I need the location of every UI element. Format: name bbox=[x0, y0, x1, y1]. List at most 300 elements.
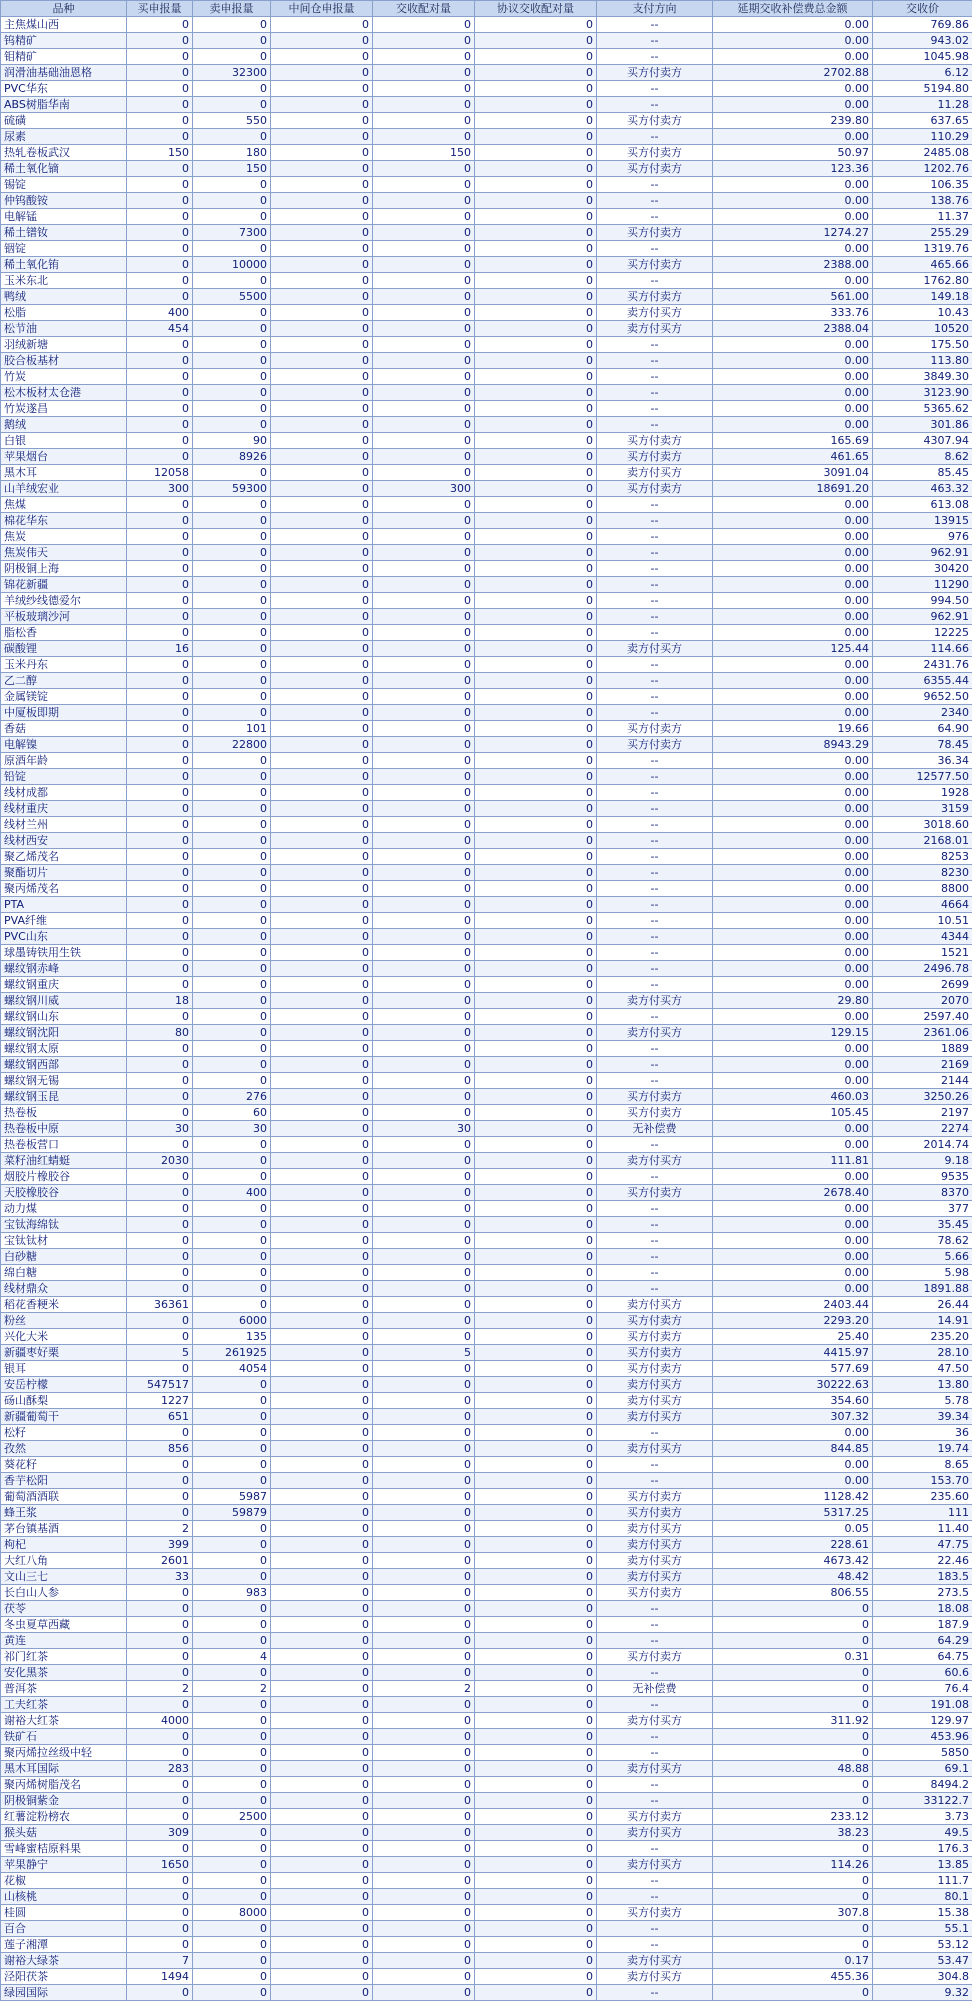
cell-variety: 锡锭 bbox=[1, 177, 127, 193]
cell-mid-qty: 0 bbox=[271, 145, 373, 161]
cell-sell-qty: 0 bbox=[193, 1393, 271, 1409]
cell-sell-qty: 0 bbox=[193, 1057, 271, 1073]
cell-delivery-price: 3849.30 bbox=[873, 369, 972, 385]
cell-sell-qty: 180 bbox=[193, 145, 271, 161]
cell-mid-qty: 0 bbox=[271, 321, 373, 337]
cell-variety: 泾阳茯茶 bbox=[1, 1969, 127, 1985]
cell-variety: 热轧卷板武汉 bbox=[1, 145, 127, 161]
cell-mid-qty: 0 bbox=[271, 1233, 373, 1249]
cell-buy-qty: 399 bbox=[127, 1537, 193, 1553]
cell-agreement-qty: 0 bbox=[475, 1905, 597, 1921]
col-header-variety: 品种 bbox=[1, 1, 127, 17]
cell-sell-qty: 0 bbox=[193, 1265, 271, 1281]
cell-variety: 羊绒纱线德爱尔 bbox=[1, 593, 127, 609]
cell-agreement-qty: 0 bbox=[475, 1169, 597, 1185]
cell-match-qty: 0 bbox=[373, 65, 475, 81]
cell-buy-qty: 0 bbox=[127, 529, 193, 545]
cell-variety: 莲子湘潭 bbox=[1, 1937, 127, 1953]
cell-variety: 锦花新疆 bbox=[1, 577, 127, 593]
cell-agreement-qty: 0 bbox=[475, 1489, 597, 1505]
cell-pay-direction: 买方付卖方 bbox=[597, 721, 713, 737]
cell-sell-qty: 0 bbox=[193, 1457, 271, 1473]
cell-sell-qty: 0 bbox=[193, 1969, 271, 1985]
cell-pay-direction: -- bbox=[597, 625, 713, 641]
cell-variety: 铁矿石 bbox=[1, 1729, 127, 1745]
cell-mid-qty: 0 bbox=[271, 753, 373, 769]
cell-buy-qty: 0 bbox=[127, 977, 193, 993]
cell-compensation: 8943.29 bbox=[713, 737, 873, 753]
cell-compensation: 0.00 bbox=[713, 833, 873, 849]
cell-mid-qty: 0 bbox=[271, 1937, 373, 1953]
cell-sell-qty: 0 bbox=[193, 385, 271, 401]
table-row bbox=[1, 1569, 972, 1585]
cell-delivery-price: 4307.94 bbox=[873, 433, 972, 449]
cell-compensation: 0.00 bbox=[713, 1169, 873, 1185]
cell-pay-direction: -- bbox=[597, 1729, 713, 1745]
cell-buy-qty: 0 bbox=[127, 961, 193, 977]
cell-pay-direction: 买方付卖方 bbox=[597, 1585, 713, 1601]
table-row bbox=[1, 1073, 972, 1089]
cell-pay-direction: -- bbox=[597, 209, 713, 225]
cell-delivery-price: 111.7 bbox=[873, 1873, 972, 1889]
cell-sell-qty: 0 bbox=[193, 241, 271, 257]
cell-match-qty: 0 bbox=[373, 433, 475, 449]
cell-match-qty: 0 bbox=[373, 1729, 475, 1745]
cell-buy-qty: 2 bbox=[127, 1681, 193, 1697]
cell-agreement-qty: 0 bbox=[475, 1777, 597, 1793]
cell-match-qty: 0 bbox=[373, 209, 475, 225]
cell-agreement-qty: 0 bbox=[475, 97, 597, 113]
cell-buy-qty: 0 bbox=[127, 369, 193, 385]
cell-compensation: 0.00 bbox=[713, 785, 873, 801]
table-row bbox=[1, 241, 972, 257]
cell-pay-direction: 卖方付买方 bbox=[597, 1409, 713, 1425]
cell-sell-qty: 0 bbox=[193, 1793, 271, 1809]
cell-agreement-qty: 0 bbox=[475, 1473, 597, 1489]
cell-match-qty: 0 bbox=[373, 1281, 475, 1297]
cell-pay-direction: 买方付卖方 bbox=[597, 289, 713, 305]
cell-agreement-qty: 0 bbox=[475, 1857, 597, 1873]
cell-delivery-price: 6355.44 bbox=[873, 673, 972, 689]
cell-agreement-qty: 0 bbox=[475, 1569, 597, 1585]
cell-pay-direction: -- bbox=[597, 801, 713, 817]
cell-sell-qty: 0 bbox=[193, 1521, 271, 1537]
cell-match-qty: 0 bbox=[373, 705, 475, 721]
cell-buy-qty: 2601 bbox=[127, 1553, 193, 1569]
cell-agreement-qty: 0 bbox=[475, 1601, 597, 1617]
cell-sell-qty: 0 bbox=[193, 897, 271, 913]
cell-delivery-price: 191.08 bbox=[873, 1697, 972, 1713]
cell-compensation: 0.00 bbox=[713, 1073, 873, 1089]
cell-pay-direction: 卖方付买方 bbox=[597, 305, 713, 321]
cell-delivery-price: 49.5 bbox=[873, 1825, 972, 1841]
table-row bbox=[1, 785, 972, 801]
cell-buy-qty: 0 bbox=[127, 1921, 193, 1937]
cell-sell-qty: 0 bbox=[193, 993, 271, 1009]
cell-agreement-qty: 0 bbox=[475, 177, 597, 193]
cell-mid-qty: 0 bbox=[271, 721, 373, 737]
cell-delivery-price: 2168.01 bbox=[873, 833, 972, 849]
cell-compensation: 0.00 bbox=[713, 33, 873, 49]
cell-delivery-price: 176.3 bbox=[873, 1841, 972, 1857]
cell-match-qty: 0 bbox=[373, 1873, 475, 1889]
cell-match-qty: 0 bbox=[373, 737, 475, 753]
cell-variety: 碳酸锂 bbox=[1, 641, 127, 657]
cell-sell-qty: 2500 bbox=[193, 1809, 271, 1825]
cell-variety: 胶合板基材 bbox=[1, 353, 127, 369]
cell-agreement-qty: 0 bbox=[475, 1505, 597, 1521]
cell-sell-qty: 5987 bbox=[193, 1489, 271, 1505]
cell-mid-qty: 0 bbox=[271, 1841, 373, 1857]
col-header-delivery-price: 交收价 bbox=[873, 1, 972, 17]
cell-buy-qty: 0 bbox=[127, 113, 193, 129]
cell-sell-qty: 0 bbox=[193, 129, 271, 145]
cell-delivery-price: 5.66 bbox=[873, 1249, 972, 1265]
cell-variety: 稻花香粳米 bbox=[1, 1297, 127, 1313]
cell-mid-qty: 0 bbox=[271, 193, 373, 209]
table-row bbox=[1, 481, 972, 497]
cell-mid-qty: 0 bbox=[271, 1985, 373, 2001]
cell-mid-qty: 0 bbox=[271, 1249, 373, 1265]
cell-match-qty: 0 bbox=[373, 641, 475, 657]
cell-pay-direction: -- bbox=[597, 705, 713, 721]
cell-delivery-price: 113.80 bbox=[873, 353, 972, 369]
cell-mid-qty: 0 bbox=[271, 1345, 373, 1361]
cell-compensation: 333.76 bbox=[713, 305, 873, 321]
cell-delivery-price: 2070 bbox=[873, 993, 972, 1009]
cell-delivery-price: 53.12 bbox=[873, 1937, 972, 1953]
cell-variety: 宝钛海绵钛 bbox=[1, 1217, 127, 1233]
cell-sell-qty: 0 bbox=[193, 1041, 271, 1057]
cell-sell-qty: 0 bbox=[193, 529, 271, 545]
cell-match-qty: 0 bbox=[373, 305, 475, 321]
cell-pay-direction: 买方付卖方 bbox=[597, 1649, 713, 1665]
cell-match-qty: 0 bbox=[373, 1057, 475, 1073]
cell-compensation: 0.00 bbox=[713, 1217, 873, 1233]
cell-agreement-qty: 0 bbox=[475, 513, 597, 529]
cell-compensation: 1274.27 bbox=[713, 225, 873, 241]
cell-variety: 玉米丹东 bbox=[1, 657, 127, 673]
table-row bbox=[1, 1153, 972, 1169]
cell-compensation: 561.00 bbox=[713, 289, 873, 305]
cell-compensation: 0.05 bbox=[713, 1521, 873, 1537]
cell-buy-qty: 0 bbox=[127, 545, 193, 561]
cell-buy-qty: 0 bbox=[127, 81, 193, 97]
cell-variety: 铅锭 bbox=[1, 769, 127, 785]
cell-match-qty: 0 bbox=[373, 289, 475, 305]
cell-mid-qty: 0 bbox=[271, 833, 373, 849]
cell-mid-qty: 0 bbox=[271, 1889, 373, 1905]
cell-agreement-qty: 0 bbox=[475, 993, 597, 1009]
col-header-sell-qty: 卖申报量 bbox=[193, 1, 271, 17]
cell-sell-qty: 30 bbox=[193, 1121, 271, 1137]
cell-buy-qty: 0 bbox=[127, 1361, 193, 1377]
cell-buy-qty: 0 bbox=[127, 913, 193, 929]
cell-variety: 原酒年龄 bbox=[1, 753, 127, 769]
cell-variety: 聚乙烯茂名 bbox=[1, 849, 127, 865]
table-row bbox=[1, 1761, 972, 1777]
cell-pay-direction: -- bbox=[597, 385, 713, 401]
cell-mid-qty: 0 bbox=[271, 1025, 373, 1041]
cell-agreement-qty: 0 bbox=[475, 1217, 597, 1233]
cell-compensation: 0.00 bbox=[713, 129, 873, 145]
cell-match-qty: 0 bbox=[373, 465, 475, 481]
table-row bbox=[1, 529, 972, 545]
cell-buy-qty: 16 bbox=[127, 641, 193, 657]
cell-compensation: 0.00 bbox=[713, 689, 873, 705]
cell-variety: 兴化大米 bbox=[1, 1329, 127, 1345]
cell-match-qty: 0 bbox=[373, 1025, 475, 1041]
cell-variety: 山羊绒宏业 bbox=[1, 481, 127, 497]
cell-pay-direction: -- bbox=[597, 945, 713, 961]
cell-agreement-qty: 0 bbox=[475, 1041, 597, 1057]
table-row bbox=[1, 145, 972, 161]
cell-mid-qty: 0 bbox=[271, 689, 373, 705]
cell-agreement-qty: 0 bbox=[475, 257, 597, 273]
cell-agreement-qty: 0 bbox=[475, 337, 597, 353]
table-row bbox=[1, 1489, 972, 1505]
cell-buy-qty: 0 bbox=[127, 609, 193, 625]
cell-match-qty: 0 bbox=[373, 689, 475, 705]
cell-agreement-qty: 0 bbox=[475, 1249, 597, 1265]
cell-pay-direction: -- bbox=[597, 1665, 713, 1681]
cell-sell-qty: 0 bbox=[193, 33, 271, 49]
cell-compensation: 0 bbox=[713, 1841, 873, 1857]
cell-agreement-qty: 0 bbox=[475, 657, 597, 673]
cell-buy-qty: 0 bbox=[127, 1057, 193, 1073]
cell-buy-qty: 0 bbox=[127, 1105, 193, 1121]
table-row bbox=[1, 1505, 972, 1521]
cell-mid-qty: 0 bbox=[271, 1617, 373, 1633]
cell-sell-qty: 0 bbox=[193, 1697, 271, 1713]
cell-match-qty: 0 bbox=[373, 657, 475, 673]
cell-agreement-qty: 0 bbox=[475, 1521, 597, 1537]
cell-match-qty: 0 bbox=[373, 1089, 475, 1105]
cell-mid-qty: 0 bbox=[271, 961, 373, 977]
cell-compensation: 0 bbox=[713, 1745, 873, 1761]
cell-sell-qty: 550 bbox=[193, 113, 271, 129]
cell-match-qty: 0 bbox=[373, 1393, 475, 1409]
table-row bbox=[1, 1217, 972, 1233]
cell-sell-qty: 983 bbox=[193, 1585, 271, 1601]
cell-sell-qty: 0 bbox=[193, 1841, 271, 1857]
cell-variety: 鹅绒 bbox=[1, 417, 127, 433]
cell-compensation: 0.00 bbox=[713, 81, 873, 97]
cell-buy-qty: 0 bbox=[127, 1905, 193, 1921]
cell-pay-direction: -- bbox=[597, 609, 713, 625]
cell-mid-qty: 0 bbox=[271, 1057, 373, 1073]
cell-pay-direction: 买方付卖方 bbox=[597, 1505, 713, 1521]
cell-delivery-price: 187.9 bbox=[873, 1617, 972, 1633]
cell-mid-qty: 0 bbox=[271, 1313, 373, 1329]
cell-variety: 平板玻璃沙河 bbox=[1, 609, 127, 625]
cell-delivery-price: 12577.50 bbox=[873, 769, 972, 785]
cell-compensation: 1128.42 bbox=[713, 1489, 873, 1505]
cell-mid-qty: 0 bbox=[271, 1825, 373, 1841]
cell-match-qty: 0 bbox=[373, 1937, 475, 1953]
cell-mid-qty: 0 bbox=[271, 993, 373, 1009]
cell-buy-qty: 0 bbox=[127, 417, 193, 433]
cell-sell-qty: 0 bbox=[193, 1425, 271, 1441]
cell-sell-qty: 0 bbox=[193, 1825, 271, 1841]
cell-pay-direction: -- bbox=[597, 241, 713, 257]
cell-delivery-price: 1928 bbox=[873, 785, 972, 801]
table-row bbox=[1, 113, 972, 129]
cell-compensation: 311.92 bbox=[713, 1713, 873, 1729]
cell-compensation: 0.00 bbox=[713, 1121, 873, 1137]
cell-buy-qty: 0 bbox=[127, 337, 193, 353]
cell-agreement-qty: 0 bbox=[475, 1393, 597, 1409]
cell-variety: 金属镁锭 bbox=[1, 689, 127, 705]
cell-agreement-qty: 0 bbox=[475, 65, 597, 81]
cell-delivery-price: 47.75 bbox=[873, 1537, 972, 1553]
cell-pay-direction: 买方付卖方 bbox=[597, 1329, 713, 1345]
cell-match-qty: 0 bbox=[373, 1617, 475, 1633]
table-row bbox=[1, 865, 972, 881]
cell-compensation: 0.00 bbox=[713, 385, 873, 401]
cell-agreement-qty: 0 bbox=[475, 1649, 597, 1665]
cell-buy-qty: 2030 bbox=[127, 1153, 193, 1169]
cell-sell-qty: 4 bbox=[193, 1649, 271, 1665]
cell-delivery-price: 10.43 bbox=[873, 305, 972, 321]
cell-sell-qty: 10000 bbox=[193, 257, 271, 273]
cell-compensation: 0.00 bbox=[713, 849, 873, 865]
cell-mid-qty: 0 bbox=[271, 1217, 373, 1233]
cell-delivery-price: 13.80 bbox=[873, 1377, 972, 1393]
cell-sell-qty: 7300 bbox=[193, 225, 271, 241]
cell-mid-qty: 0 bbox=[271, 1505, 373, 1521]
cell-buy-qty: 0 bbox=[127, 673, 193, 689]
cell-buy-qty: 0 bbox=[127, 401, 193, 417]
cell-pay-direction: -- bbox=[597, 1697, 713, 1713]
cell-match-qty: 0 bbox=[373, 1441, 475, 1457]
cell-agreement-qty: 0 bbox=[475, 1825, 597, 1841]
cell-pay-direction: 卖方付买方 bbox=[597, 1969, 713, 1985]
cell-match-qty: 0 bbox=[373, 577, 475, 593]
cell-buy-qty: 0 bbox=[127, 577, 193, 593]
cell-variety: 螺纹钢重庆 bbox=[1, 977, 127, 993]
cell-buy-qty: 0 bbox=[127, 1265, 193, 1281]
cell-agreement-qty: 0 bbox=[475, 849, 597, 865]
cell-match-qty: 0 bbox=[373, 1505, 475, 1521]
cell-delivery-price: 26.44 bbox=[873, 1297, 972, 1313]
cell-agreement-qty: 0 bbox=[475, 865, 597, 881]
cell-mid-qty: 0 bbox=[271, 1601, 373, 1617]
cell-match-qty: 0 bbox=[373, 1553, 475, 1569]
table-row bbox=[1, 1105, 972, 1121]
cell-mid-qty: 0 bbox=[271, 785, 373, 801]
cell-compensation: 114.26 bbox=[713, 1857, 873, 1873]
cell-pay-direction: -- bbox=[597, 81, 713, 97]
table-header-row bbox=[1, 1, 972, 17]
cell-sell-qty: 0 bbox=[193, 689, 271, 705]
table-row bbox=[1, 353, 972, 369]
cell-delivery-price: 80.1 bbox=[873, 1889, 972, 1905]
cell-match-qty: 0 bbox=[373, 1377, 475, 1393]
cell-match-qty: 0 bbox=[373, 1073, 475, 1089]
table-row bbox=[1, 1841, 972, 1857]
cell-buy-qty: 0 bbox=[127, 1457, 193, 1473]
cell-variety: 松脂 bbox=[1, 305, 127, 321]
table-row bbox=[1, 913, 972, 929]
cell-variety: 猴头菇 bbox=[1, 1825, 127, 1841]
cell-buy-qty: 0 bbox=[127, 833, 193, 849]
cell-sell-qty: 0 bbox=[193, 81, 271, 97]
cell-compensation: 0 bbox=[713, 1889, 873, 1905]
cell-pay-direction: -- bbox=[597, 129, 713, 145]
cell-match-qty: 0 bbox=[373, 1665, 475, 1681]
cell-buy-qty: 0 bbox=[127, 1985, 193, 2001]
cell-sell-qty: 0 bbox=[193, 17, 271, 33]
cell-sell-qty: 135 bbox=[193, 1329, 271, 1345]
cell-sell-qty: 0 bbox=[193, 353, 271, 369]
cell-sell-qty: 8000 bbox=[193, 1905, 271, 1921]
cell-agreement-qty: 0 bbox=[475, 705, 597, 721]
cell-pay-direction: 买方付卖方 bbox=[597, 449, 713, 465]
cell-buy-qty: 33 bbox=[127, 1569, 193, 1585]
table-row bbox=[1, 897, 972, 913]
cell-variety: 脂松香 bbox=[1, 625, 127, 641]
cell-buy-qty: 0 bbox=[127, 785, 193, 801]
cell-compensation: 461.65 bbox=[713, 449, 873, 465]
cell-buy-qty: 0 bbox=[127, 897, 193, 913]
cell-pay-direction: 买方付卖方 bbox=[597, 1361, 713, 1377]
cell-delivery-price: 69.1 bbox=[873, 1761, 972, 1777]
cell-compensation: 0.00 bbox=[713, 17, 873, 33]
cell-pay-direction: 买方付卖方 bbox=[597, 433, 713, 449]
cell-compensation: 806.55 bbox=[713, 1585, 873, 1601]
cell-pay-direction: -- bbox=[597, 865, 713, 881]
cell-mid-qty: 0 bbox=[271, 65, 373, 81]
cell-pay-direction: 卖方付买方 bbox=[597, 1521, 713, 1537]
cell-match-qty: 0 bbox=[373, 113, 475, 129]
cell-pay-direction: -- bbox=[597, 1169, 713, 1185]
cell-delivery-price: 64.90 bbox=[873, 721, 972, 737]
cell-sell-qty: 0 bbox=[193, 273, 271, 289]
cell-agreement-qty: 0 bbox=[475, 721, 597, 737]
cell-mid-qty: 0 bbox=[271, 113, 373, 129]
cell-delivery-price: 11.28 bbox=[873, 97, 972, 113]
cell-delivery-price: 8253 bbox=[873, 849, 972, 865]
cell-variety: 聚酯切片 bbox=[1, 865, 127, 881]
cell-mid-qty: 0 bbox=[271, 1473, 373, 1489]
cell-mid-qty: 0 bbox=[271, 1457, 373, 1473]
cell-match-qty: 0 bbox=[373, 1489, 475, 1505]
cell-sell-qty: 0 bbox=[193, 945, 271, 961]
cell-buy-qty: 0 bbox=[127, 193, 193, 209]
cell-agreement-qty: 0 bbox=[475, 881, 597, 897]
cell-variety: 羽绒新塘 bbox=[1, 337, 127, 353]
cell-pay-direction: -- bbox=[597, 401, 713, 417]
cell-pay-direction: 买方付卖方 bbox=[597, 1489, 713, 1505]
cell-mid-qty: 0 bbox=[271, 17, 373, 33]
cell-sell-qty: 0 bbox=[193, 497, 271, 513]
cell-variety: 烟胶片橡胶谷 bbox=[1, 1169, 127, 1185]
cell-mid-qty: 0 bbox=[271, 817, 373, 833]
cell-mid-qty: 0 bbox=[271, 545, 373, 561]
cell-buy-qty: 0 bbox=[127, 1665, 193, 1681]
cell-buy-qty: 0 bbox=[127, 1633, 193, 1649]
cell-delivery-price: 11290 bbox=[873, 577, 972, 593]
cell-compensation: 0.00 bbox=[713, 865, 873, 881]
table-row bbox=[1, 1633, 972, 1649]
cell-buy-qty: 0 bbox=[127, 1009, 193, 1025]
cell-buy-qty: 18 bbox=[127, 993, 193, 1009]
cell-compensation: 0.00 bbox=[713, 673, 873, 689]
cell-agreement-qty: 0 bbox=[475, 785, 597, 801]
table-row bbox=[1, 1537, 972, 1553]
cell-match-qty: 150 bbox=[373, 145, 475, 161]
